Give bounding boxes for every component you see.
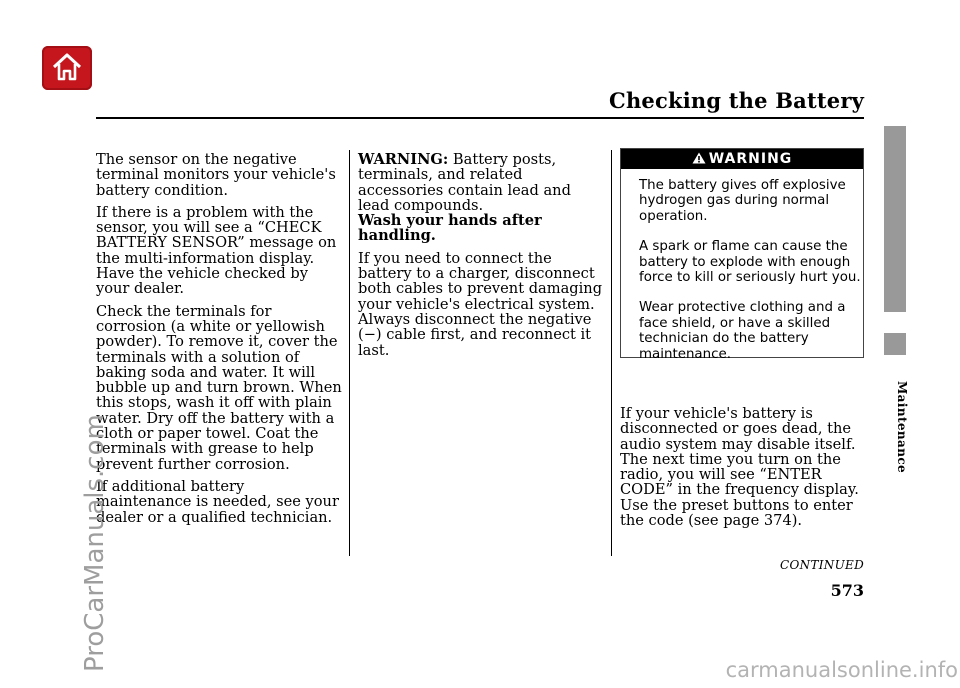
watermark-bottom: carmanualsonline.info (725, 658, 958, 682)
warning-bold-text: Wash your hands after handling. (358, 212, 542, 245)
column-divider (349, 150, 350, 556)
side-tab-bar (884, 126, 906, 312)
warning-box (620, 148, 864, 362)
warning-header (621, 149, 863, 169)
page-number: 573 (830, 581, 864, 600)
section-tab-label[interactable]: Maintenance (895, 381, 909, 474)
warning-title: WARNING (708, 151, 793, 167)
warning-label: WARNING: (358, 151, 449, 168)
watermark-left: ProCarManuals.com (80, 414, 110, 672)
warning-line: Wear protective clothing and a face shield, or have a skilled technician do the battery maintenance. (639, 300, 846, 362)
title-rule (96, 117, 864, 119)
paragraph: The sensor on the negative terminal monitors your vehicle's battery condition. (96, 151, 336, 199)
warning-triangle-icon (692, 152, 706, 164)
home-icon (51, 51, 83, 83)
home-button[interactable] (42, 46, 92, 90)
column-right (620, 406, 860, 535)
warning-line: The battery gives off explosive hydrogen gas during normal operation. (639, 178, 846, 224)
warning-text: Battery posts, terminals, and related accessories contain lead and lead compounds. (358, 151, 571, 214)
paragraph: Check the terminals for corrosion (a white or yellowish powder). To remove it, cover the terminals with a solution of baking soda and water. It will bubble up and turn brown. When this stops, wash it off with plain water. Dry off the battery with a cloth or paper towel. Coat the terminals with grease to help prevent further corrosion. (96, 302, 342, 473)
column-divider (611, 150, 612, 556)
paragraph: If your vehicle's battery is disconnected or goes dead, the audio system may disable itself. The next time you turn on the radio, you will see “ENTER CODE” in the frequency display. Use the preset buttons to enter the code (see page 374). (620, 405, 859, 530)
warning-line: A spark or flame can cause the battery to explode with enough force to kill or seriously hurt you. (639, 239, 861, 286)
page-title: Checking the Battery (609, 88, 864, 113)
paragraph: If additional battery maintenance is needed, see your dealer or a qualified technician. (96, 477, 339, 526)
column-left (96, 152, 344, 532)
paragraph: If there is a problem with the sensor, you will see a “CHECK BATTERY SENSOR” message on the multi-information display. Have the vehicle checked by your dealer. (96, 203, 337, 298)
column-middle (358, 152, 604, 365)
side-tab-marker[interactable] (884, 333, 906, 355)
warning-body (639, 178, 861, 377)
paragraph: If you need to connect the battery to a charger, disconnect both cables to prevent damaging your vehicle's electrical system. Always disconnect the negative (−) cable first, and reconnect it last. (358, 249, 603, 359)
continued-label: CONTINUED (780, 558, 864, 572)
lead-warning (358, 152, 604, 244)
